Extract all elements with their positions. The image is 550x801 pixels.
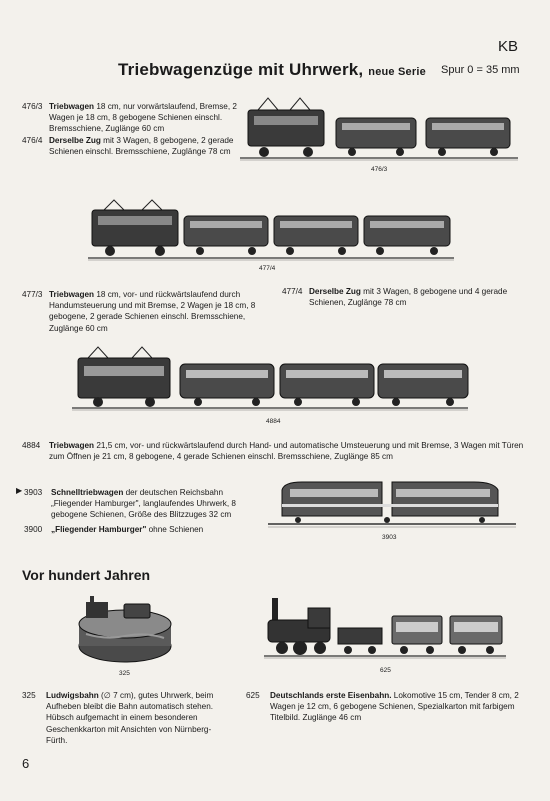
item-name: „Fliegender Hamburger"	[51, 525, 147, 534]
item-description	[46, 690, 230, 746]
item-477-3	[22, 289, 272, 335]
figure-caption: 477/4	[259, 265, 276, 272]
item-325	[22, 690, 232, 746]
item-477-4	[282, 286, 522, 310]
item-text: der deutschen Reichsbahn „Fliegender Hamburger", langlaufendes Uhrwerk, 8 gebogene Schienen, Größe des Blitzzuges 32 cm	[51, 488, 236, 520]
page-number: 6	[22, 756, 30, 771]
page-title	[118, 60, 426, 80]
catalog-code: KB	[498, 38, 519, 55]
item-name: Triebwagen	[49, 290, 95, 299]
item-description	[270, 690, 526, 724]
item-text: mit 3 Wagen, 8 gebogene und 4 gerade Schienen, Zuglänge 78 cm	[309, 287, 508, 308]
item-description	[49, 135, 245, 157]
item-4884	[22, 440, 527, 464]
item-text: (∅ 7 cm), gutes Uhrwerk, beim Aufheben bleibt die Bahn automatisch stehen. Hübsch aufgemacht in einem besonderen Geschenkkarton mit Ansichten von Nürnberg-Fürth.	[46, 691, 214, 745]
item-text: ohne Schienen	[148, 525, 204, 534]
item-description	[49, 101, 245, 135]
item-text: 18 cm, nur vorwärtslaufend, Bremse, 2 Wagen je 18 cm, 8 gebogene Schienen einschl. Bremsschiene, Zuglänge 60 cm	[49, 102, 237, 134]
item-name: Triebwagen	[49, 441, 95, 450]
figure-caption: 3903	[382, 534, 397, 541]
item-number: 325	[22, 691, 36, 700]
railcar-illustration-3903	[268, 476, 518, 532]
item-number: 477/3	[22, 290, 43, 299]
figure-caption: 325	[119, 670, 130, 677]
figure-caption: 4884	[266, 418, 281, 425]
item-625	[246, 690, 526, 726]
item-text: 18 cm, vor- und rückwärtslaufend durch Handumsteuerung und mit Bremse, 2 Wagen je 18 cm, 8 gebogene, 2 gerade Schienen einschl. Bremsschiene, Zuglänge 60 cm	[49, 290, 256, 333]
item-number: 477/4	[282, 287, 303, 296]
title-text: Triebwagenzüge mit Uhrwerk,	[118, 60, 364, 79]
train-illustration-4884	[72, 344, 470, 416]
item-text: Lokomotive 15 cm, Tender 8 cm, 2 Wagen je 12 cm, 6 gebogene Schienen, Spezialkarton mit farbigem Titelbild. Zuglänge 46 cm	[270, 691, 519, 723]
title-subtitle: neue Serie	[368, 66, 426, 78]
figure-caption: 476/3	[371, 166, 388, 173]
item-3903	[24, 487, 264, 523]
item-name: Derselbe Zug	[49, 136, 101, 145]
item-3900	[24, 524, 264, 536]
figure-caption: 625	[380, 667, 391, 674]
item-number: 476/4	[22, 136, 43, 145]
item-description	[49, 289, 261, 334]
item-name: Schnelltriebwagen	[51, 488, 124, 497]
new-item-marker: ▶	[16, 486, 23, 495]
item-name: Deutschlands erste Eisenbahn.	[270, 691, 392, 700]
item-text: 21,5 cm, vor- und rückwärtslaufend durch Hand- und automatische Umsteuerung und mit Bremse, 3 Wagen mit Türen zum Öffnen je 21 cm, 8 gebogene, 4 gerade Schienen einschl. Bremsschiene, Zuglänge 85 cm	[49, 441, 524, 462]
train-illustration-477-4	[88, 198, 456, 264]
item-476-4	[22, 135, 232, 169]
item-number: 4884	[22, 441, 41, 450]
item-description	[309, 286, 519, 308]
item-text: mit 3 Wagen, 8 gebogene, 2 gerade Schienen einschl. Bremsschiene, Zuglänge 78 cm	[49, 136, 234, 157]
item-name: Ludwigsbahn	[46, 691, 99, 700]
item-number: 3903	[24, 488, 43, 497]
item-description	[49, 440, 524, 462]
gauge-label: Spur 0 = 35 mm	[441, 64, 520, 76]
item-description	[51, 524, 261, 535]
item-name: Triebwagen	[49, 102, 95, 111]
item-number: 3900	[24, 525, 43, 534]
train-illustration-476-3	[240, 96, 520, 166]
item-description	[51, 487, 251, 521]
item-name: Derselbe Zug	[309, 287, 361, 296]
item-number: 476/3	[22, 102, 43, 111]
section-title: Vor hundert Jahren	[22, 567, 151, 583]
ludwigsbahn-illustration	[76, 594, 174, 666]
item-number: 625	[246, 691, 260, 700]
first-railway-illustration	[264, 594, 508, 664]
